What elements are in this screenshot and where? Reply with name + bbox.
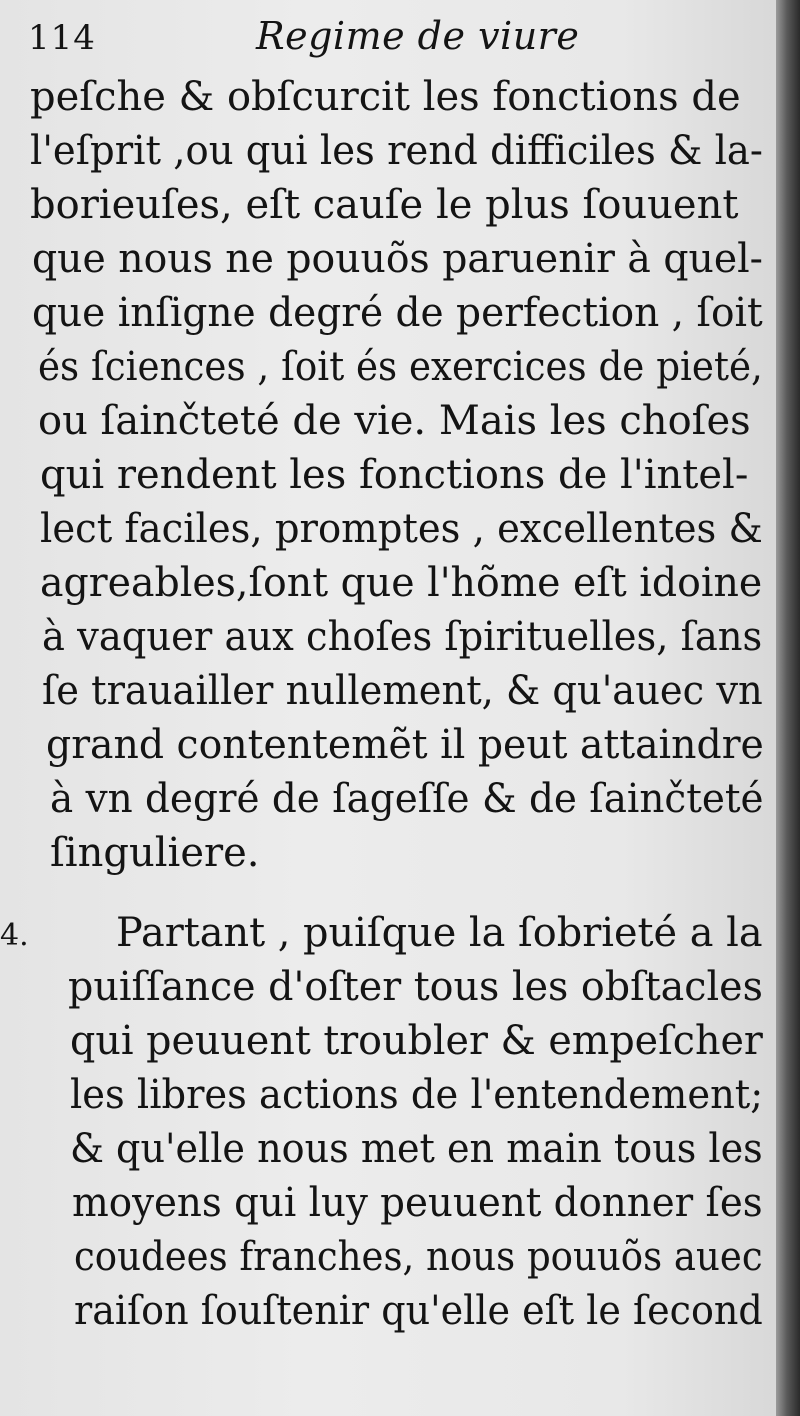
text-line: que nous ne pouuõs paruenir à quel- <box>32 236 763 282</box>
text-line: & qu'elle nous met en main tous les <box>70 1126 763 1172</box>
text-line: ſinguliere. <box>50 830 260 876</box>
text-line: borieuſes, eſt cauſe le plus ſouuent <box>30 182 739 228</box>
text-line: que inſigne degré de perfection , ſoit <box>32 290 763 336</box>
text-line: lect faciles, promptes , excellentes & <box>40 506 763 552</box>
margin-note: 4. <box>0 918 29 953</box>
text-line: coudees franches, nous pouuõs auec <box>74 1234 763 1280</box>
running-head <box>28 10 758 70</box>
text-line: ſe trauailler nullement, & qu'auec vn <box>42 668 763 714</box>
text-line: grand contentemẽt il peut attaindre <box>46 722 764 768</box>
text-line: qui rendent les fonctions de l'intel- <box>40 452 749 498</box>
text-line: à vn degré de ſageſſe & de ſainčteté <box>50 776 764 822</box>
text-line: les libres actions de l'entendement; <box>70 1072 764 1118</box>
page-number: 114 <box>28 18 96 58</box>
text-line: Partant , puiſque la ſobrieté a la <box>116 910 763 956</box>
text-line: moyens qui luy peuuent donner ſes <box>72 1180 763 1226</box>
text-line: peſche & obſcurcit les fonctions de <box>30 74 741 120</box>
text-line: és ſciences , ſoit és exercices de pieté, <box>38 344 763 390</box>
text-line: l'eſprit ,ou qui les rend difficiles & la- <box>30 128 763 174</box>
text-line: à vaquer aux choſes ſpirituelles, ſans <box>42 614 763 660</box>
text-line: ou ſainčteté de vie. Mais les choſes <box>38 398 751 444</box>
text-line: qui peuuent troubler & empeſcher <box>70 1018 763 1064</box>
text-line: agreables,ſont que l'hõme eſt idoine <box>40 560 763 606</box>
running-title: Regime de viure <box>256 14 580 58</box>
page-gutter-shadow <box>776 0 800 1416</box>
text-line: raiſon ſouſtenir qu'elle eſt le ſecond <box>74 1288 763 1334</box>
text-line: puiſſance d'oſter tous les obſtacles <box>68 964 763 1010</box>
